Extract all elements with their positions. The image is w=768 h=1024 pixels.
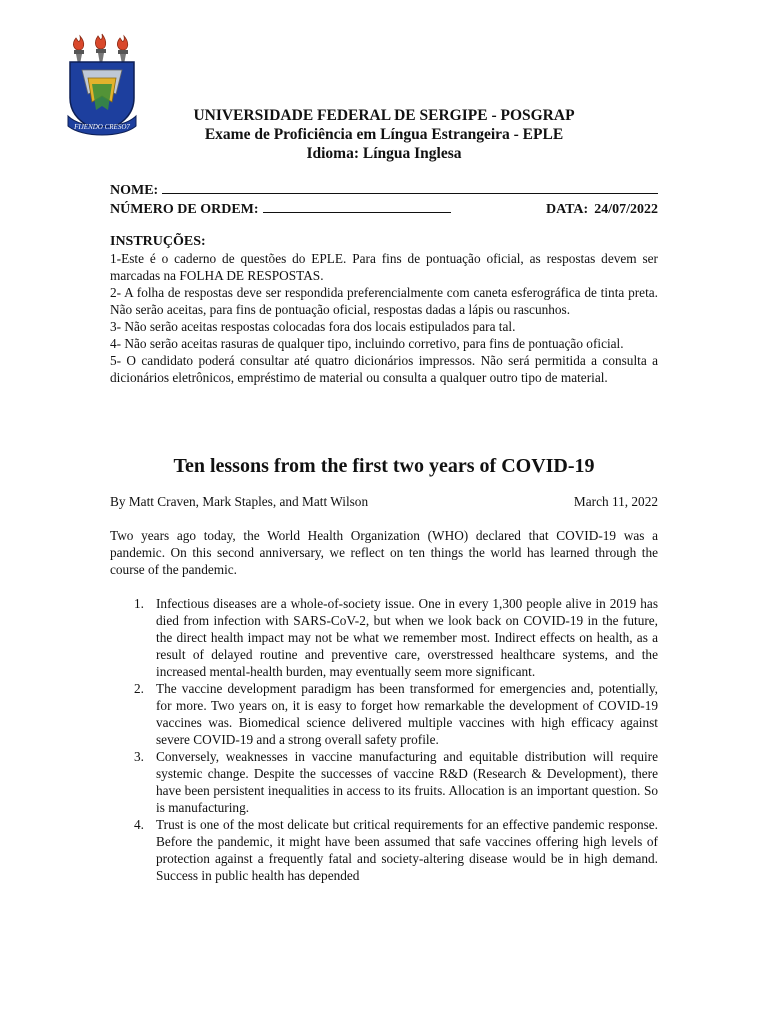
- date-group: [546, 201, 658, 219]
- logo-motto: FIJENDO CRESO7: [74, 123, 130, 131]
- instructions-title: INSTRUÇÕES:: [110, 234, 206, 249]
- list-item-text: Trust is one of the most delicate but critical requirements for an effective pandemic response. Before the pandemic, it might have been assumed that safe vaccines offering high levels of protection against a frequently fatal and society-altering disease would be in high demand. Success in public health has depended: [156, 817, 658, 883]
- instruction-item: 1-Este é o caderno de questões do EPLE. Para fins de pontuação oficial, as respostas devem ser marcadas na FOLHA DE RESPOSTAS.: [110, 251, 658, 283]
- data-value: 24/07/2022: [594, 202, 658, 217]
- nome-label: NOME:: [110, 183, 159, 198]
- byline-date: March 11, 2022: [573, 494, 658, 509]
- byline-authors: By Matt Craven, Mark Staples, and Matt Wilson: [110, 494, 369, 509]
- instruction-item: 4- Não serão aceitas rasuras de qualquer tipo, incluindo corretivo, para fins de pontuação oficial.: [110, 336, 624, 351]
- list-item-text: The vaccine development paradigm has been transformed for emergencies and, potentially, for more. Two years on, it is easy to forget how remarkable the development of COVID-19 vaccines was. Biomedical science delivered multiple vaccines with high efficacy against severe COVID-19 and a strong overall safety profile.: [156, 681, 658, 747]
- header-exam: Exame de Proficiência em Língua Estrangeira - EPLE: [204, 126, 564, 143]
- ordem-blank-line[interactable]: [263, 200, 451, 213]
- article-byline: [110, 493, 658, 511]
- instruction-item: 2- A folha de respostas deve ser respondida preferencialmente com caneta esferográfica de tinta preta. Não serão aceitas, para fins de pontuação oficial, respostas dadas a lápis ou rascunhos.: [110, 285, 658, 317]
- torches: [73, 34, 128, 64]
- candidate-fields: [110, 181, 658, 219]
- header-language: Idioma: Língua Inglesa: [306, 145, 462, 162]
- list-item-number: 2.: [134, 681, 144, 696]
- exam-header: [110, 106, 658, 163]
- list-item: [110, 748, 658, 816]
- list-item: [110, 680, 658, 748]
- article-intro: Two years ago today, the World Health Organization (WHO) declared that COVID-19 was a pandemic. On this second anniversary, we reflect on ten things the world has learned through the course of the pandemic.: [110, 528, 658, 577]
- list-item-text: Infectious diseases are a whole-of-society issue. One in every 1,300 people alive in 2019 has died from infection with SARS-CoV-2, but when we look back on COVID-19 in the future, the direct health impact may not be what we remember most. Indirect effects on health, as a result of delayed routine and preventive care, overstressed healthcare systems, and the increased mental-health burden, may eventually seem more significant.: [156, 596, 658, 679]
- list-item: [110, 595, 658, 680]
- instruction-item: 5- O candidato poderá consultar até quatro dicionários impressos. Não será permitida a consulta a dicionários eletrônicos, empréstimo de material ou consulta a qualquer outro tipo de material.: [110, 353, 658, 385]
- nome-blank-line[interactable]: [162, 181, 658, 194]
- list-item-text: Conversely, weaknesses in vaccine manufacturing and equitable distribution will require systemic change. Despite the successes of vaccine R&D (Research & Development), there have been persistent inequalities in access to its fruits. Allocation is an important question. So is manufacturing.: [156, 749, 658, 815]
- list-item-number: 3.: [134, 749, 144, 764]
- list-item: [110, 816, 658, 884]
- data-label: DATA:: [545, 202, 589, 217]
- list-item-number: 1.: [134, 596, 144, 611]
- ordem-field-row: [110, 200, 658, 219]
- header-university: UNIVERSIDADE FEDERAL DE SERGIPE - POSGRAP: [193, 107, 575, 124]
- lessons-list: [110, 595, 658, 884]
- instructions-section: [110, 233, 658, 386]
- list-item-number: 4.: [134, 817, 144, 832]
- ordem-label: NÚMERO DE ORDEM:: [110, 202, 259, 217]
- nome-field-row: [110, 181, 658, 200]
- article-title: Ten lessons from the first two years of COVID-19: [173, 455, 595, 477]
- instruction-item: 3- Não serão aceitas respostas colocadas fora dos locais estipulados para tal.: [110, 319, 516, 334]
